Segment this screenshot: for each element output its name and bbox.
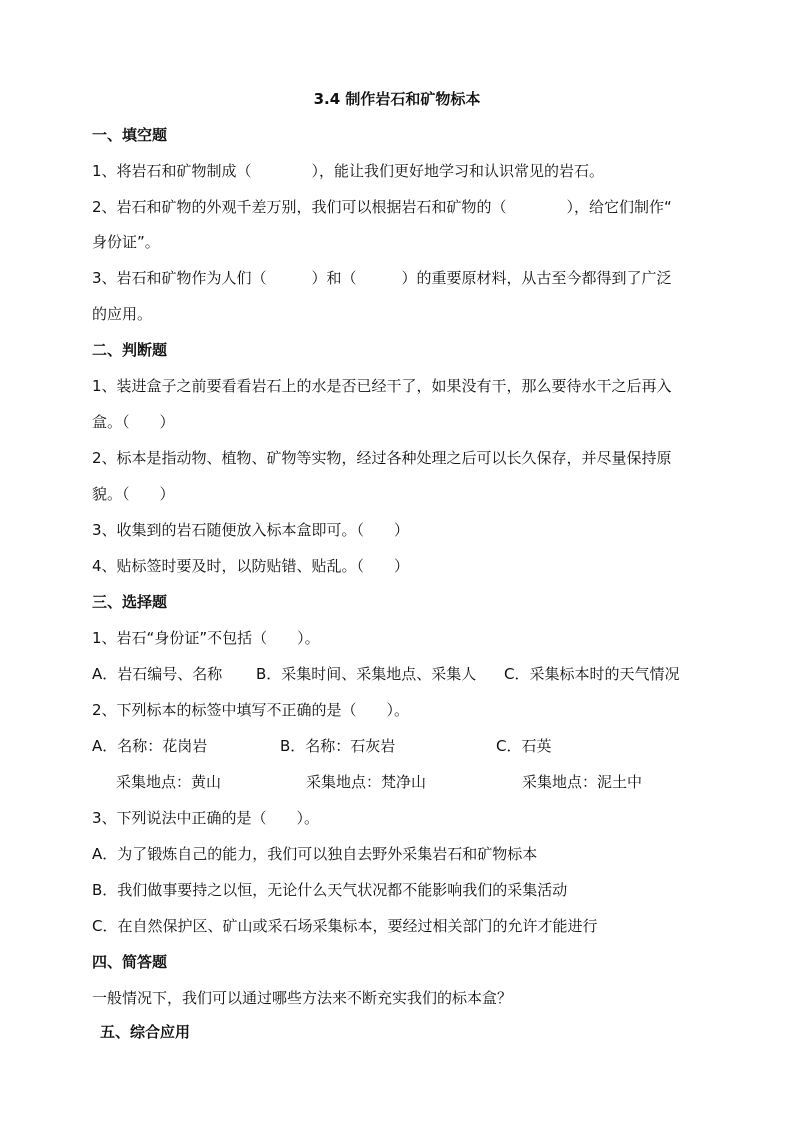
section-application-heading: 五、综合应用 [100, 1023, 191, 1041]
section-judge-heading: 二、判断题 [92, 341, 168, 359]
fill-question-3-line-1: 3、岩石和矿物作为人们（ ）和（ ）的重要原材料，从古至今都得到了广泛 [92, 269, 672, 287]
section-fill-blank-heading: 一、填空题 [92, 126, 168, 144]
choice-2-option-c-location: 采集地点：泥土中 [522, 773, 643, 791]
judge-question-1-line-2: 盒。（ ） [92, 413, 175, 431]
choice-2-option-a-name: A．名称：花岗岩 [92, 737, 208, 755]
choice-question-3: 3、下列说法中正确的是（ ）。 [92, 809, 320, 827]
fill-question-3-line-2: 的应用。 [92, 305, 153, 323]
choice-1-option-a: A．岩石编号、名称 [92, 665, 223, 683]
choice-3-option-c: C．在自然保护区、矿山或采石场采集标本，要经过相关部门的允许才能进行 [92, 917, 598, 935]
choice-2-option-b-location: 采集地点：梵净山 [306, 773, 427, 791]
choice-3-option-b: B．我们做事要持之以恒，无论什么天气状况都不能影响我们的采集活动 [92, 881, 568, 899]
choice-2-option-b-name: B．名称：石灰岩 [280, 737, 396, 755]
fill-question-2-line-1: 2、岩石和矿物的外观千差万别，我们可以根据岩石和矿物的（ ），给它们制作“ [92, 198, 672, 216]
judge-question-3: 3、收集到的岩石随便放入标本盒即可。（ ） [92, 521, 410, 539]
judge-question-4: 4、贴标签时要及时，以防贴错、贴乱。（ ） [92, 557, 410, 575]
choice-2-option-c-name: C．石英 [496, 737, 552, 755]
page-title: 3.4 制作岩石和矿物标本 [313, 90, 481, 108]
judge-question-2-line-2: 貌。（ ） [92, 485, 175, 503]
choice-2-option-a-location: 采集地点：黄山 [116, 773, 222, 791]
judge-question-1-line-1: 1、装进盒子之前要看看岩石上的水是否已经干了，如果没有干，那么要待水干之后再入 [92, 377, 672, 395]
section-short-answer-heading: 四、简答题 [92, 953, 168, 971]
fill-question-1: 1、将岩石和矿物制成（ ），能让我们更好地学习和认识常见的岩石。 [92, 162, 605, 180]
short-answer-question-1: 一般情况下，我们可以通过哪些方法来不断充实我们的标本盒？ [92, 989, 513, 1007]
choice-question-2: 2、下列标本的标签中填写不正确的是（ ）。 [92, 701, 410, 719]
judge-question-2-line-1: 2、标本是指动物、植物、矿物等实物，经过各种处理之后可以长久保存，并尽量保持原 [92, 449, 672, 467]
section-choice-heading: 三、选择题 [92, 593, 168, 611]
choice-1-option-c: C．采集标本时的天气情况 [504, 665, 680, 683]
choice-1-option-b: B．采集时间、采集地点、采集人 [256, 665, 477, 683]
fill-question-2-line-2: 身份证”。 [92, 233, 160, 251]
choice-question-1: 1、岩石“身份证”不包括（ ）。 [92, 629, 320, 647]
choice-3-option-a: A．为了锻炼自己的能力，我们可以独自去野外采集岩石和矿物标本 [92, 845, 538, 863]
